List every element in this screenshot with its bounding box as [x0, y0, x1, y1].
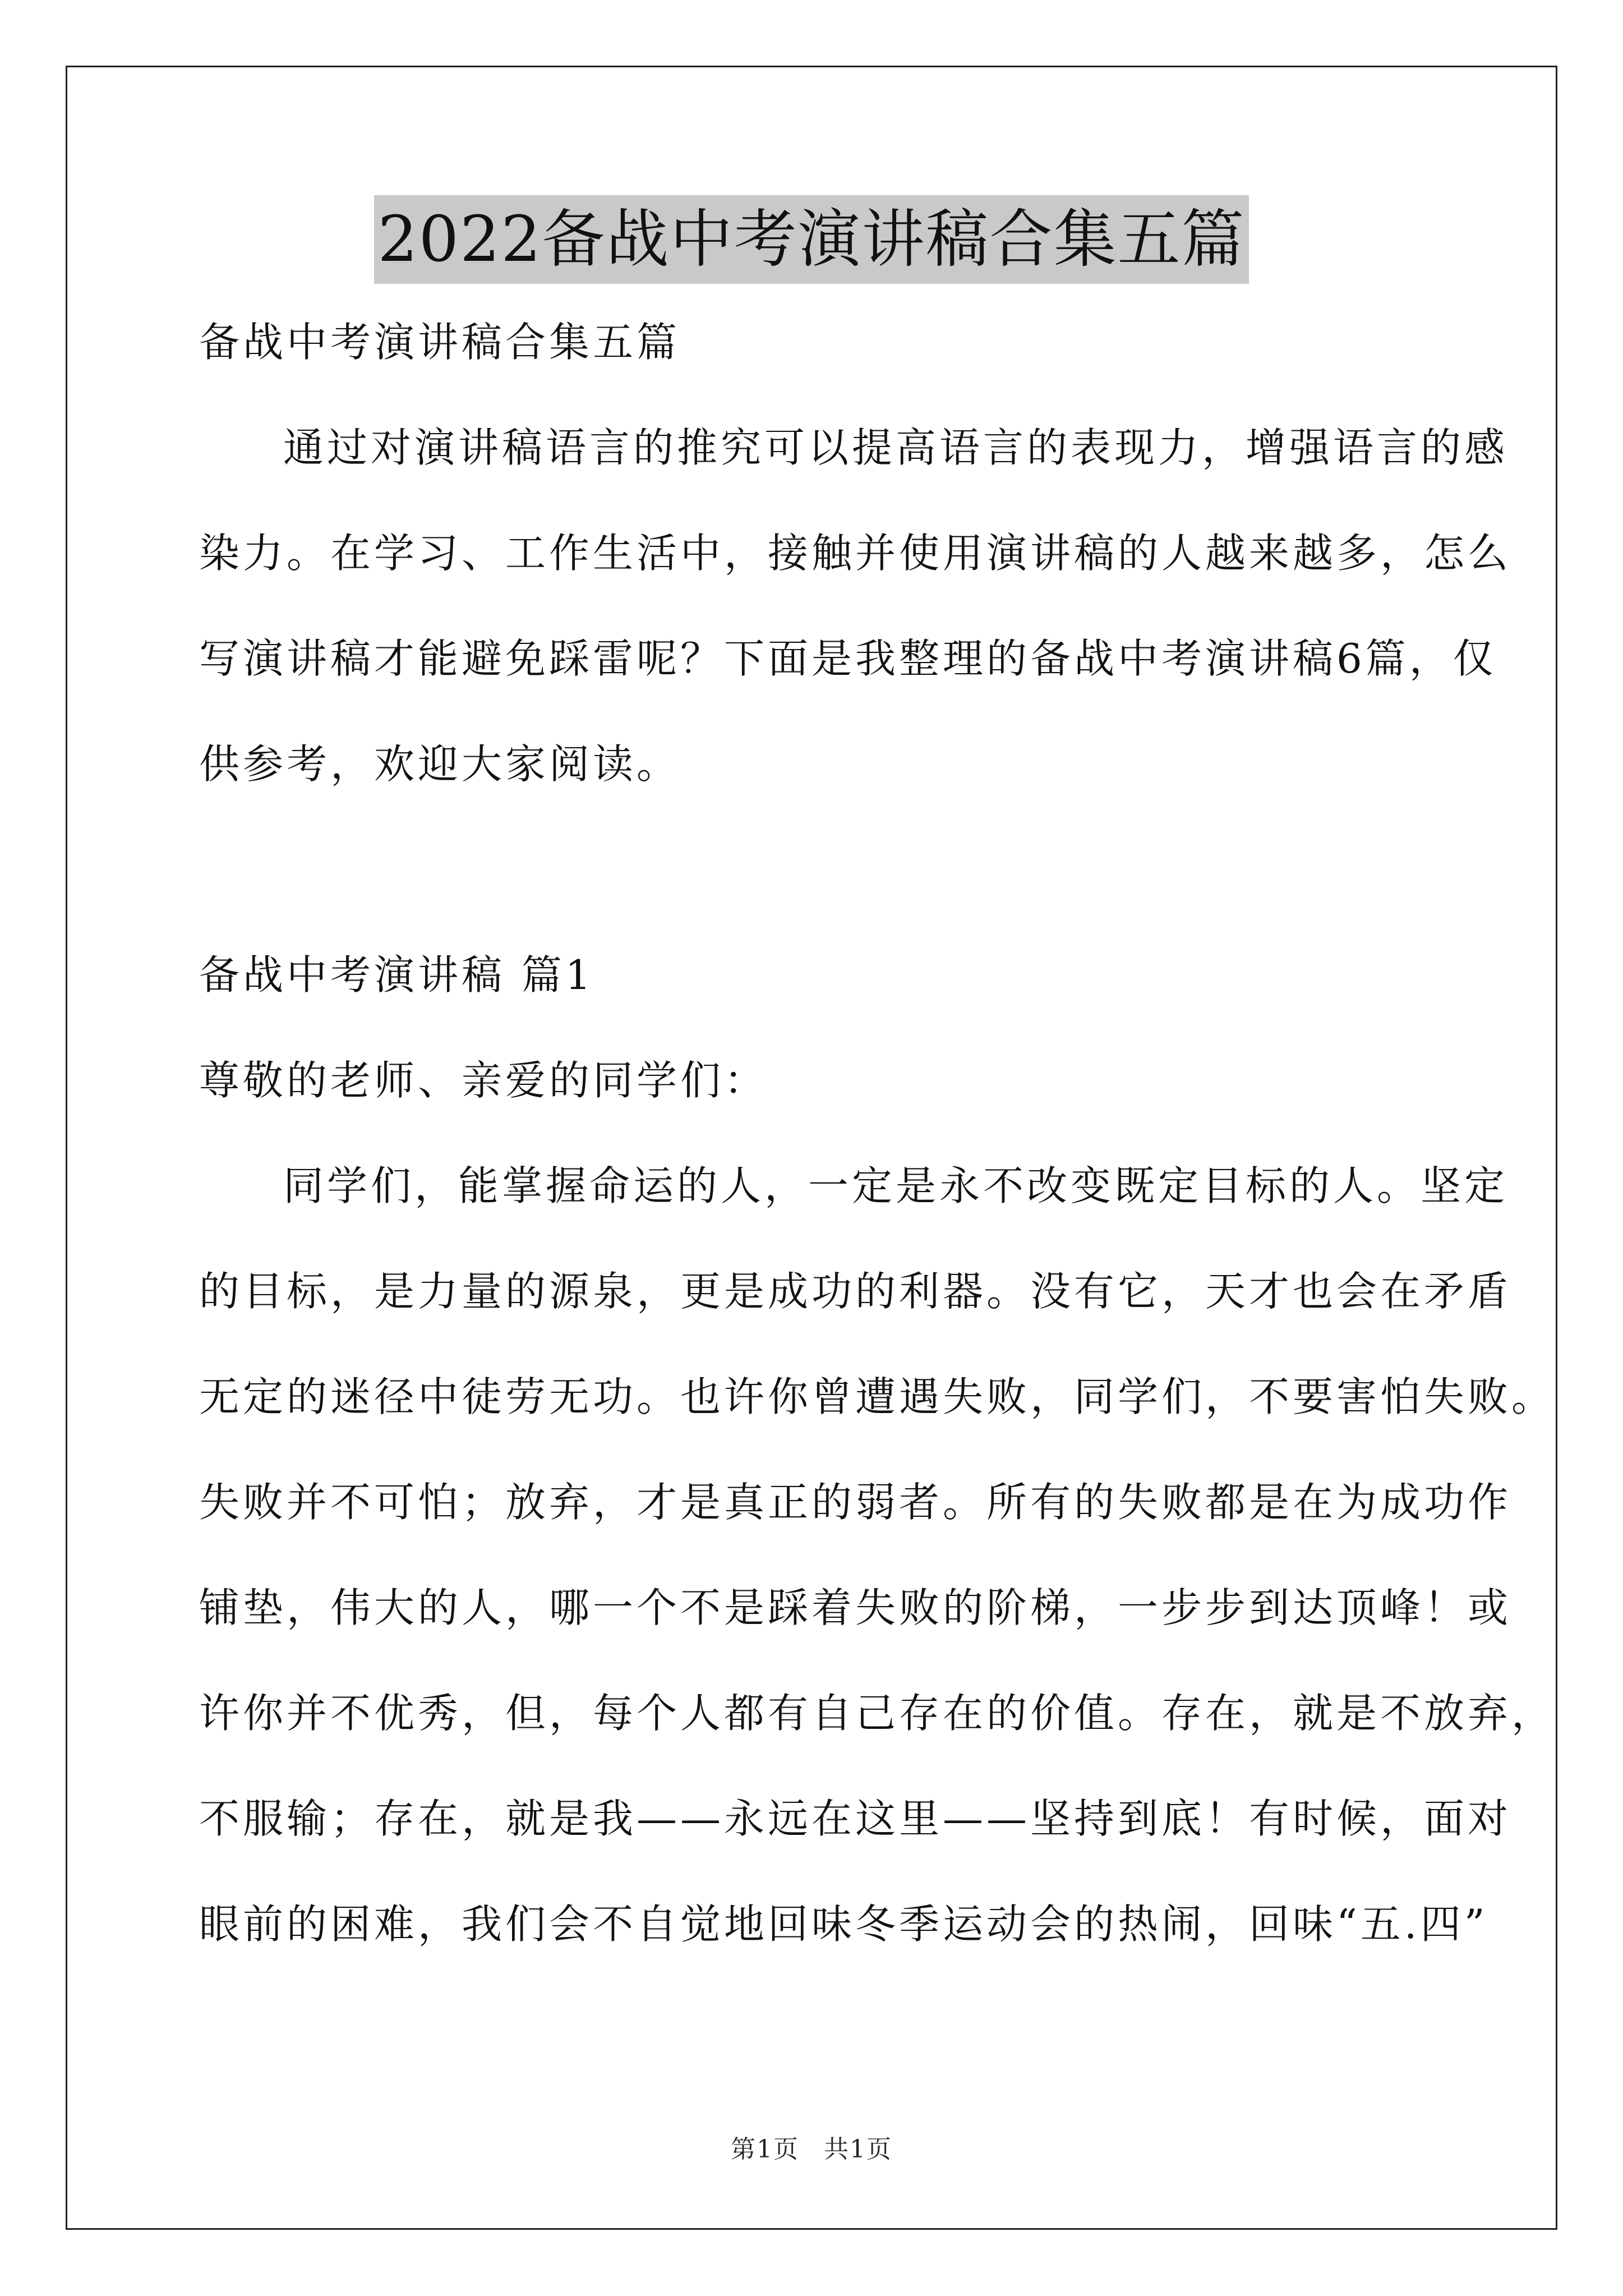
body-line: 同学们，能掌握命运的人，一定是永不改变既定目标的人。坚定: [283, 1162, 1509, 1209]
page-footer: [0, 2129, 1623, 2165]
document-subtitle: 备战中考演讲稿合集五篇: [199, 319, 681, 366]
intro-line: 供参考，欢迎大家阅读。: [199, 740, 681, 788]
page-number: 第1页: [731, 2135, 799, 2164]
intro-line: 写演讲稿才能避免踩雷呢？下面是我整理的备战中考演讲稿6篇，仅: [199, 635, 1497, 682]
body-line: 失败并不可怕；放弃，才是真正的弱者。所有的失败都是在为成功作: [199, 1479, 1512, 1526]
page-total: 共1页: [824, 2135, 892, 2164]
document-body: [199, 300, 1556, 1987]
body-line: 眼前的困难，我们会不自觉地回味冬季运动会的热闹，回味“五.四”: [199, 1901, 1488, 1948]
paragraph-gap: [199, 827, 1427, 933]
body-line: 不服输；存在，就是我——永远在这里——坚持到底！有时候，面对: [199, 1795, 1512, 1842]
intro-line: 通过对演讲稿语言的推究可以提高语言的表现力，增强语言的感: [283, 424, 1509, 471]
document-title: 2022备战中考演讲稿合集五篇: [374, 195, 1248, 284]
intro-line: 染力。在学习、工作生活中，接触并使用演讲稿的人越来越多，怎么: [199, 530, 1512, 577]
body-line: 的目标，是力量的源泉，更是成功的利器。没有它，天才也会在矛盾: [199, 1268, 1512, 1315]
title-container: [0, 195, 1623, 284]
body-line: 铺垫，伟大的人，哪一个不是踩着失败的阶梯，一步步到达顶峰！或: [199, 1584, 1512, 1631]
salutation: 尊敬的老师、亲爱的同学们：: [199, 1057, 768, 1104]
body-line: 许你并不优秀，但，每个人都有自己存在的价值。存在，就是不放弃，: [199, 1690, 1556, 1737]
body-line: 无定的迷径中徒劳无功。也许你曾遭遇失败，同学们，不要害怕失败。: [199, 1373, 1556, 1420]
section-heading: 备战中考演讲稿 篇1: [199, 951, 594, 999]
